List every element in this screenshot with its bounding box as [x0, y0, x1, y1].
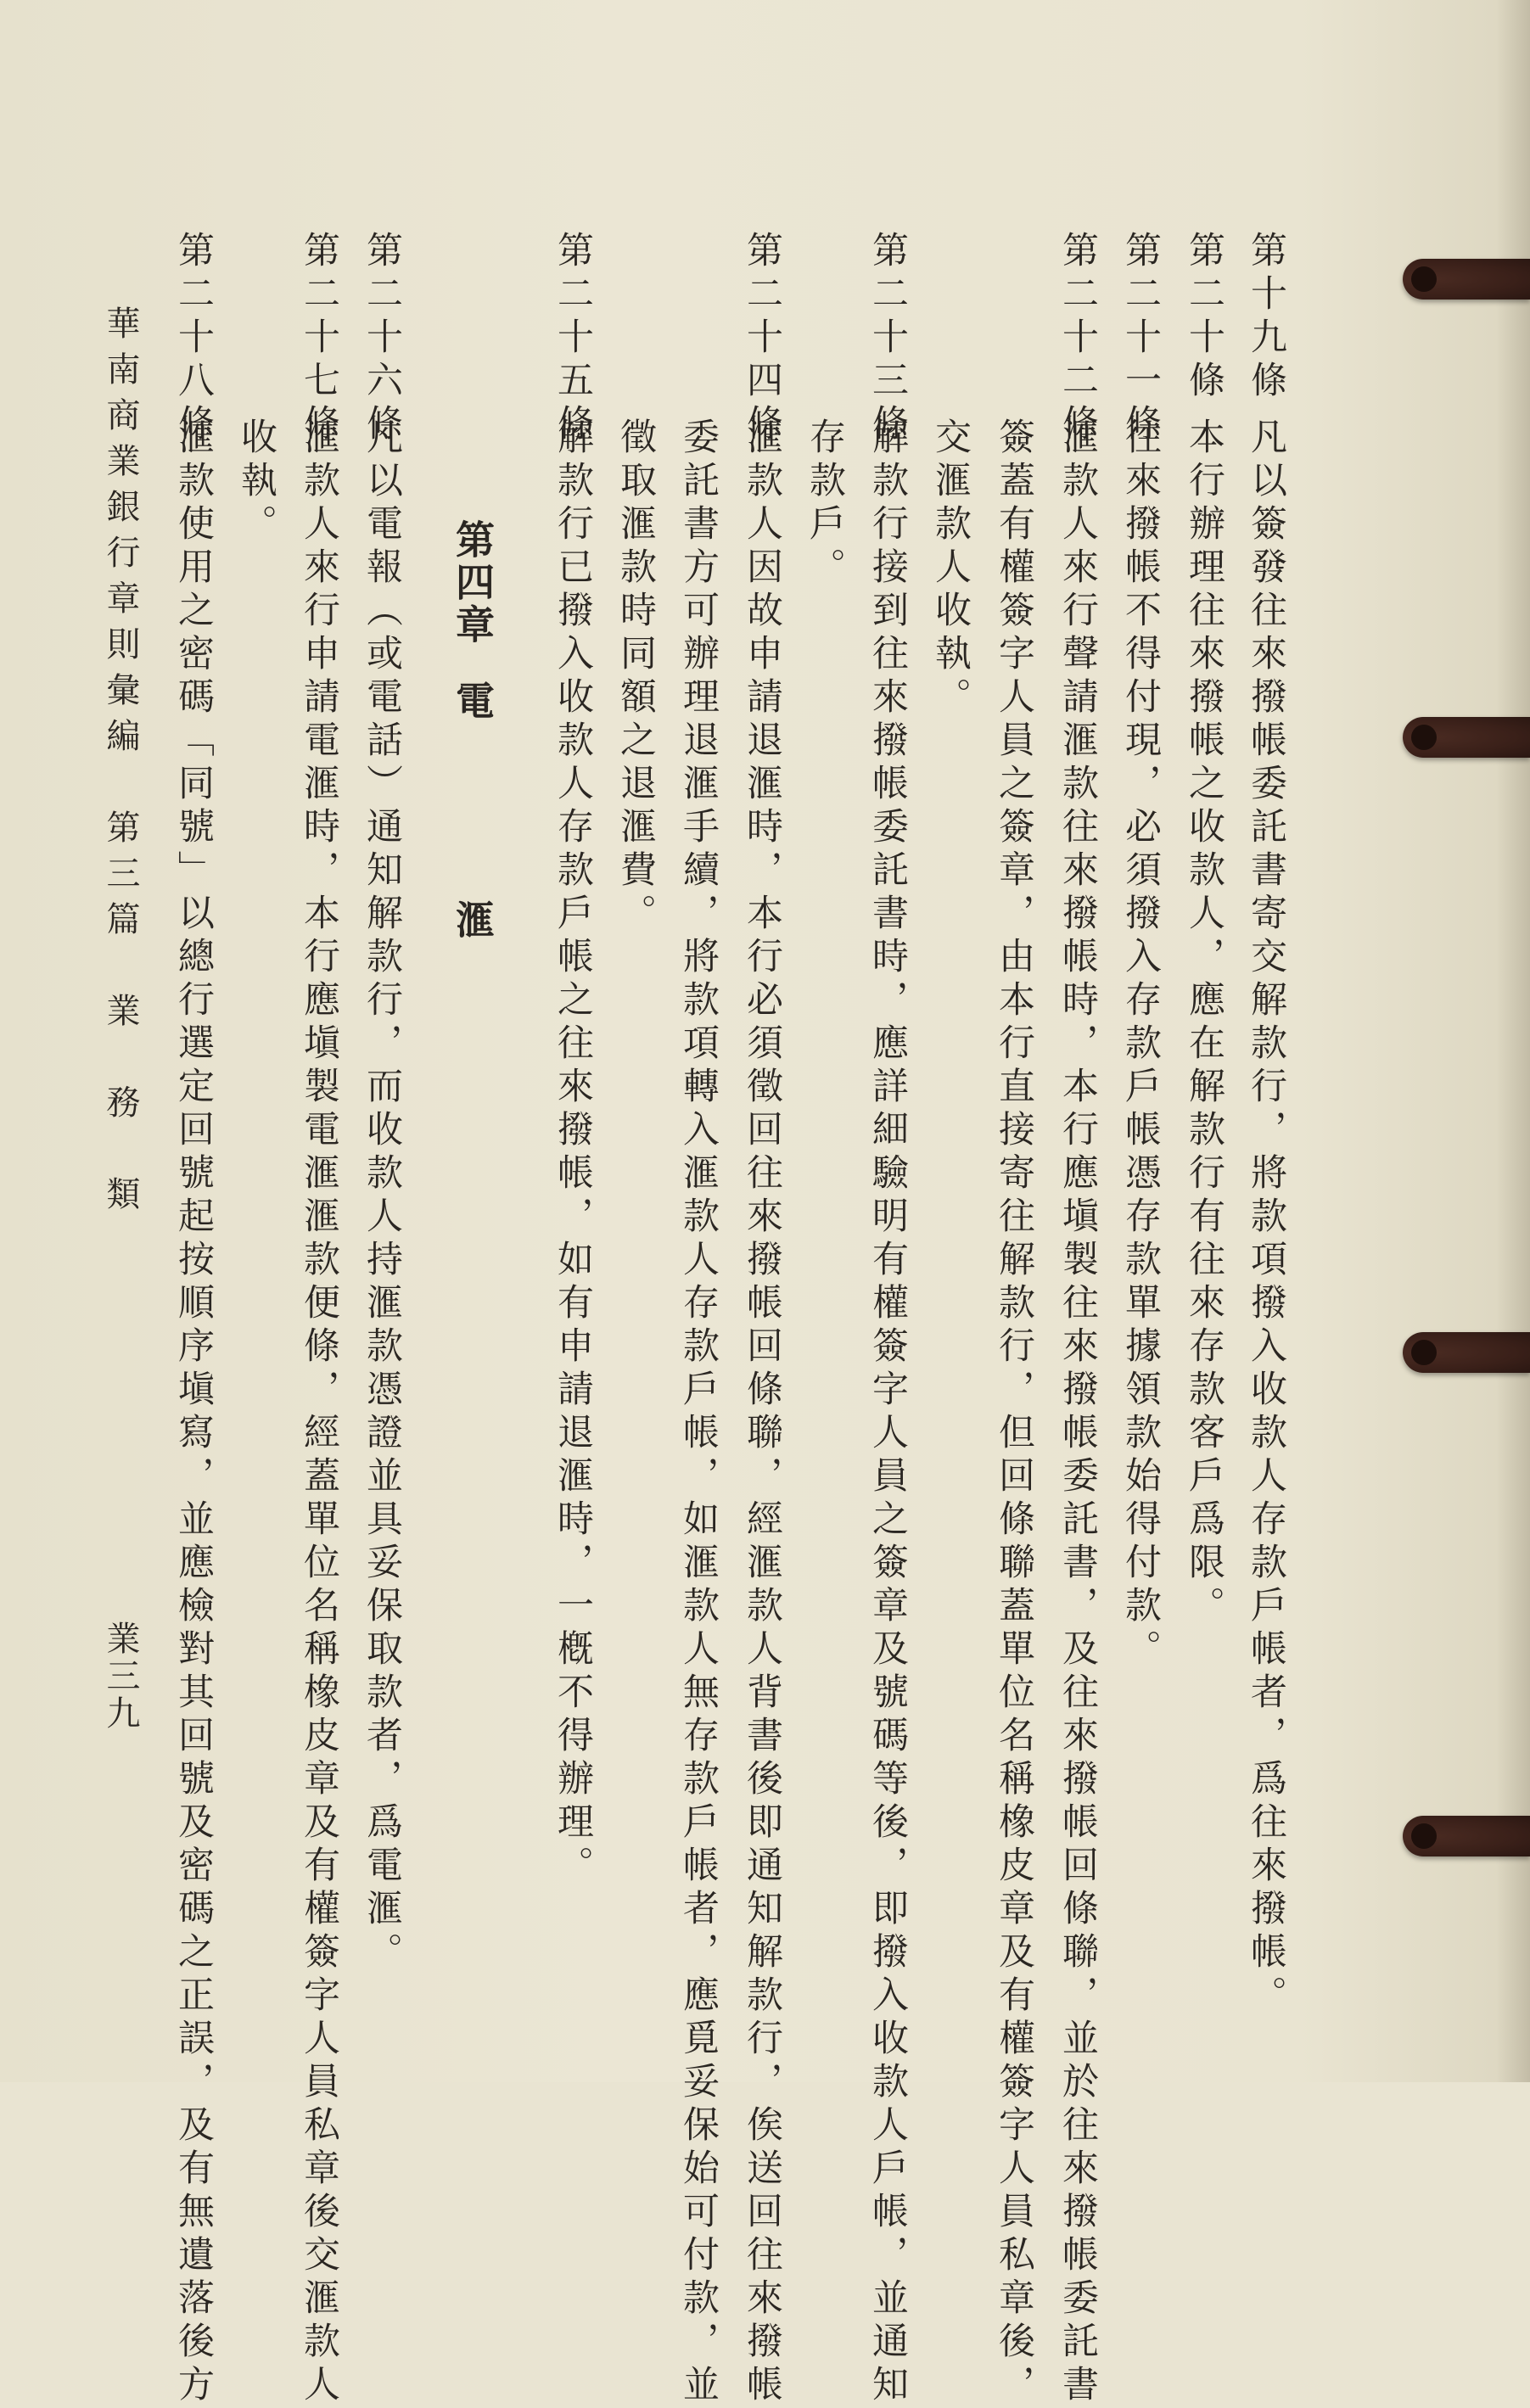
chapter-number: 第四章: [450, 519, 496, 647]
article-24-label: 第二十四條: [741, 231, 783, 447]
chapter-title-char-1: 電: [450, 680, 496, 726]
page-number: 業三九: [101, 1621, 140, 1733]
article-28-text: 滙款使用之密碼「同號」以總行選定回號起按順序塡寫，並應檢對其回號及密碼之正誤，及有無遺落後方: [172, 417, 215, 2408]
binding-hole: [1411, 1823, 1437, 1849]
running-title: 華南商業銀行章則彙編 第三篇 業 務 類: [101, 305, 140, 1222]
article-22-text-line-3: 交滙款人收執。: [929, 417, 972, 720]
binding-string-upper-middle: [1403, 717, 1530, 758]
article-25-label: 第二十五條: [552, 231, 594, 447]
article-26-label: 第二十六條: [361, 231, 403, 447]
article-19-label: 第十九條: [1245, 231, 1287, 404]
article-27-text-line-2: 收執。: [235, 417, 277, 547]
article-22-label: 第二十二條: [1056, 231, 1099, 447]
article-20-label: 第二十條: [1183, 231, 1225, 404]
article-24-text-line-2: 委託書方可辦理退滙手續，將款項轉入滙款人存款戶帳，如滙款人無存款戶帳者，應覓妥保始可付款，並: [677, 417, 720, 2408]
article-20-text: 本行辦理往來撥帳之收款人，應在解款行有往來存款客戶爲限。: [1183, 417, 1225, 1629]
binding-string-top: [1403, 259, 1530, 300]
article-25-text: 解款行已撥入收款人存款戶帳之往來撥帳，如有申請退滙時，一槪不得辦理。: [552, 417, 594, 1889]
article-24-text-line-1: 滙款人因故申請退滙時，本行必須徵回往來撥帳回條聯，經滙款人背書後即通知解款行，俟送回往來撥帳: [741, 417, 783, 2408]
article-22-text-line-1: 滙款人來行聲請滙款往來撥帳時，本行應塡製往來撥帳委託書，及往來撥帳回條聯，並於往來撥帳委託書: [1056, 417, 1099, 2408]
binding-string-bottom: [1403, 1816, 1530, 1856]
article-26-text: 凡以電報（或電話）通知解款行，而收款人持滙款憑證並具妥保取款者，爲電滙。: [361, 417, 403, 1975]
article-21-label: 第二十一條: [1119, 231, 1162, 447]
article-28-label: 第二十八條: [172, 231, 215, 447]
page-edge-shadow: [1496, 0, 1530, 2082]
article-27-label: 第二十七條: [298, 231, 340, 447]
article-24-text-line-3: 徵取滙款時同額之退滙費。: [614, 417, 657, 937]
article-23-label: 第二十三條: [866, 231, 909, 447]
article-23-text-line-2: 存款戶。: [804, 417, 846, 591]
chapter-title-char-2: 滙: [450, 899, 496, 945]
article-23-text-line-1: 解款行接到往來撥帳委託書時，應詳細驗明有權簽字人員之簽章及號碼等後，即撥入收款人戶帳，並通知: [866, 417, 909, 2408]
article-27-text-line-1: 滙款人來行申請電滙時，本行應塡製電滙滙款便條，經蓋單位名稱橡皮章及有權簽字人員私章後交滙款人: [298, 417, 340, 2408]
article-19-text: 凡以簽發往來撥帳委託書寄交解款行，將款項撥入收款人存款戶帳者，爲往來撥帳。: [1245, 417, 1287, 2019]
binding-hole: [1411, 266, 1437, 292]
binding-string-lower-middle: [1403, 1332, 1530, 1373]
article-22-text-line-2: 簽蓋有權簽字人員之簽章，由本行直接寄往解款行，但回條聯蓋單位名稱橡皮章及有權簽字人員私章後，: [993, 417, 1035, 2408]
article-21-text: 往來撥帳不得付現，必須撥入存款戶帳憑存款單據領款始得付款。: [1119, 417, 1162, 1672]
binding-hole: [1411, 1340, 1437, 1365]
binding-hole: [1411, 725, 1437, 750]
